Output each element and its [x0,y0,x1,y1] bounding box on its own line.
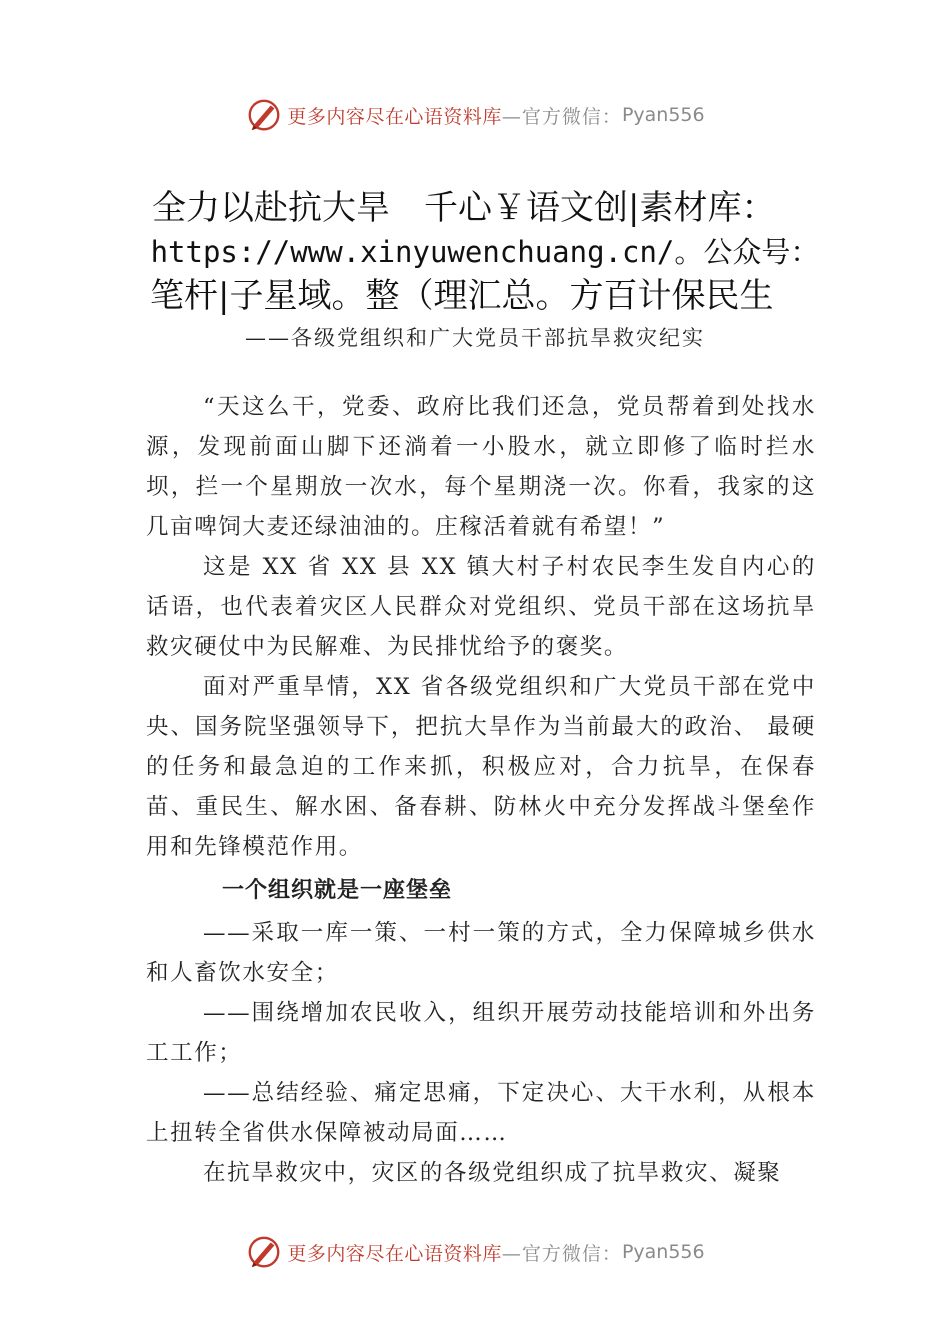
document-subtitle: ——各级党组织和广大党员干部抗旱救灾纪实 [245,326,705,350]
title-line-2: https://www.xinyuwenchuang.cn/。公众号： [150,235,820,269]
list-item-income: ——围绕增加农民收入，组织开展劳动技能培训和外出务工工作； [146,1000,816,1066]
wechat-label: —官方微信： [501,105,622,128]
list-item-water-supply: ——采取一库一策、一村一策的方式，全力保障城乡供水和人畜饮水安全； [146,920,816,986]
wechat-label: —官方微信： [501,1242,622,1265]
paragraph-context: 这是 XX 省 XX 县 XX 镇大村子村农民李生发自内心的话语，也代表着灾区人民群众对党组织、党员干部在这场抗旱救灾硬仗中为民解难、为民排忧给予的褒奖。 [146,554,816,660]
wechat-id: Pyan556 [621,1241,705,1263]
bottom-banner [0,1230,950,1274]
library-text: 更多内容尽在心语资料库 [287,105,502,128]
document-title [140,186,830,318]
pen-logo-icon [245,1233,283,1271]
document-body [146,387,816,1193]
paragraph-quote: “天这么干，党委、政府比我们还急，党员帮着到处找水源，发现前面山脚下还淌着一小股水，就立即修了临时拦水坝，拦一个星期放一次水，每个星期浇一次。你看，我家的这几亩啤饲大麦还绿油油的。庄稼活着就有希望！” [146,394,816,540]
top-banner [0,93,950,137]
paragraph-overview: 面对严重旱情，XX 省各级党组织和广大党员干部在党中央、国务院坚强领导下，把抗大旱作为当前最大的政治、 最硬的任务和最急迫的工作来抓，积极应对，合力抗旱，在保春苗、重民生、解水困、备春耕、防林火中充分发挥战斗堡垒作用和先锋模范作用。 [146,674,816,860]
title-line-1: 全力以赴抗大旱 千心￥语文创|素材库： [152,188,776,228]
paragraph-conclusion: 在抗旱救灾中，灾区的各级党组织成了抗旱救灾、凝聚 [203,1160,782,1186]
title-line-3: 笔杆|子星域。整（理汇总。方百计保民生 [150,276,774,316]
wechat-id: Pyan556 [621,104,705,126]
library-text: 更多内容尽在心语资料库 [287,1242,502,1265]
pen-logo-icon [245,96,283,134]
list-item-water-conservancy: ——总结经验、痛定思痛，下定决心、大干水利，从根本上扭转全省供水保障被动局面…… [146,1080,816,1146]
section-heading: 一个组织就是一座堡垒 [222,878,453,903]
